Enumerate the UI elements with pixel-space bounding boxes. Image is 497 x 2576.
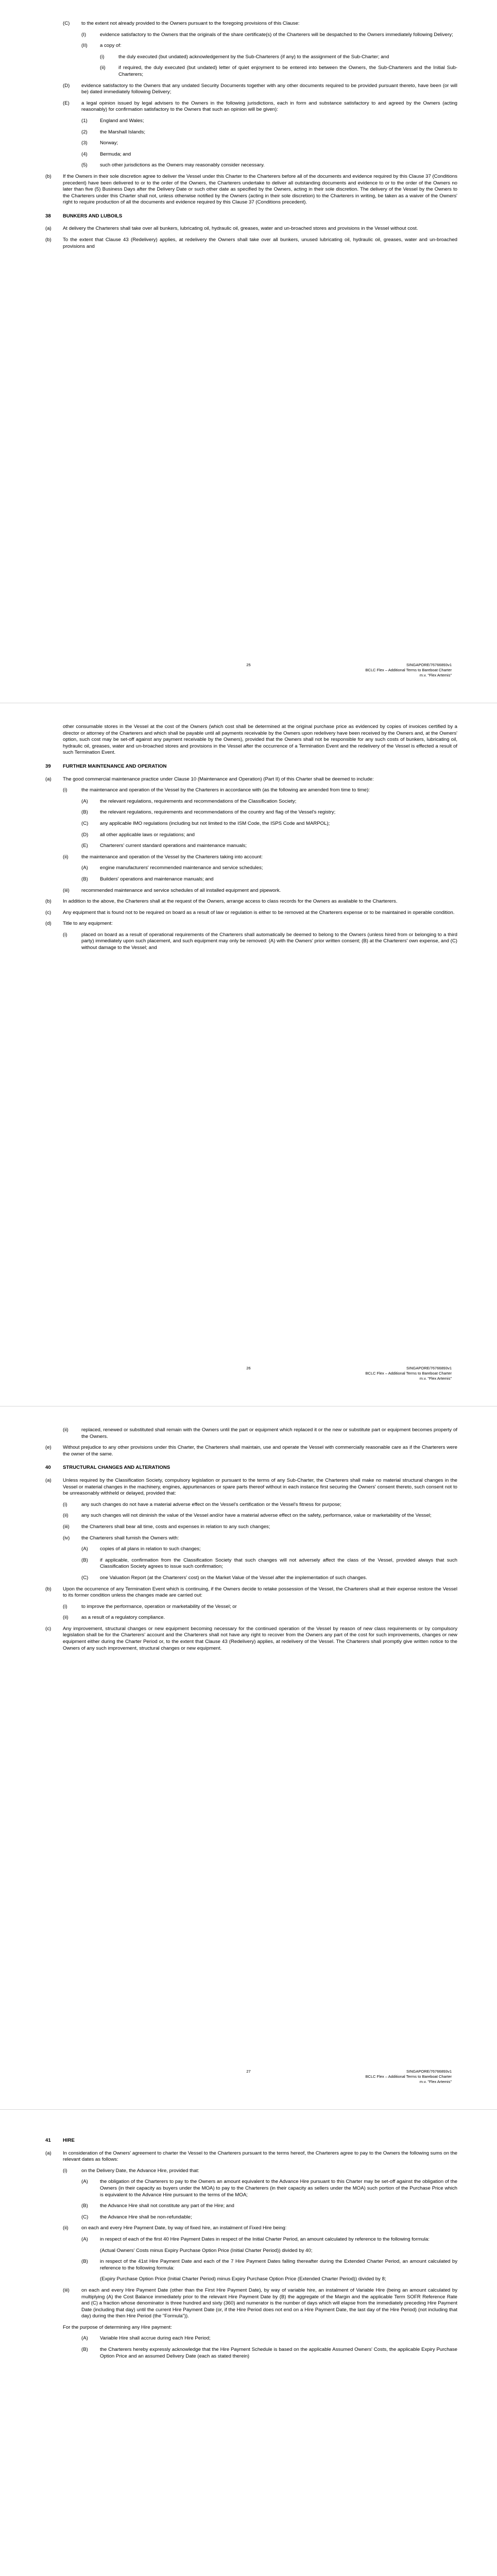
item-text: Charterers' current standard operations and maintenance manuals; <box>100 843 247 849</box>
clause-item <box>81 832 457 839</box>
item-label: (C) <box>81 820 89 826</box>
item-label: (D) <box>63 82 70 89</box>
item-text: to the extent not already provided to the Owners pursuant to the foregoing provisions of this Clause: <box>81 21 300 26</box>
clause-item <box>63 932 457 952</box>
clause-item <box>63 1535 457 1542</box>
item-label: (A) <box>81 1546 88 1552</box>
page-body <box>45 1427 457 1656</box>
item-text: as a result of a regulatory compliance. <box>81 1615 165 1621</box>
clause-item <box>81 2179 457 2198</box>
page-footer <box>0 663 497 683</box>
clause-title: STRUCTURAL CHANGES AND ALTERATIONS <box>63 1465 170 1471</box>
item-text: evidence satisfactory to the Owners that the originals of the share certificate(s) of the Charterers will be despatched to the Owners immediately following Delivery; <box>100 31 453 38</box>
document-page <box>0 0 497 703</box>
item-label: (3) <box>81 140 88 146</box>
clause-item <box>45 1445 457 1458</box>
paragraph-text: (Actual Owners' Costs minus Expiry Purchase Option Price (Initial Charter Period)) divided by 40; <box>100 2247 313 2253</box>
item-text: the Charterers shall bear all time, costs and expenses in relation to any such changes; <box>81 1523 270 1530</box>
item-label: (C) <box>81 2214 89 2220</box>
item-label: (1) <box>81 117 88 124</box>
clause-item <box>63 2287 457 2320</box>
paragraph-text: other consumable stores in the Vessel at the cost of the Owners (which cost shall be determined at the original purchase price as evidenced by copies of invoices certified by a director or attorney of the Charterers and which shall be payable until all payments receivable by the Owners upon redelivery have been received by the Owners and, at the Owners' option, such cost may be set-off against any payment receivable by the Owners), provided that the Owners shall not be responsible for any such costs of bunkers, lubricating oil, hydraulic oil, greases, water and un-broached stores and provisions in the Vessel after the occurrence of a Termination Event and the redelivery of the Vessel is effected a result of such Termination Event. <box>63 724 457 756</box>
item-text: one Valuation Report (at the Charterers' cost) on the Market Value of the Vessel after the implementation of such changes. <box>100 1574 367 1581</box>
clause-item <box>63 2168 457 2175</box>
item-text: England and Wales; <box>100 117 144 124</box>
clause-item <box>81 2347 457 2360</box>
item-label: (B) <box>81 2347 88 2353</box>
item-label: (iv) <box>63 1535 70 1541</box>
item-text: Title to any equipment: <box>63 921 113 927</box>
item-text: the relevant regulations, requirements and recommendations of the Classification Society; <box>100 798 297 804</box>
clause-item <box>45 1626 457 1652</box>
item-label: (d) <box>45 921 52 927</box>
item-text: replaced, renewed or substituted shall remain with the Owners until the part or equipment which replaced it or the new or substitute part or equipment becomes property of the Owners. <box>81 1427 457 1439</box>
document-reference <box>366 663 452 678</box>
item-label: (C) <box>63 21 70 26</box>
item-label: (II) <box>81 43 88 49</box>
clause-title: BUNKERS AND LUBOILS <box>63 213 123 219</box>
clause-item <box>45 2150 457 2163</box>
clause-item <box>81 821 457 827</box>
item-label: (4) <box>81 151 88 157</box>
item-label: (A) <box>81 2179 88 2185</box>
item-text: the Charterers shall furnish the Owners with: <box>81 1535 179 1541</box>
reference-line: BCLC Flex – Additional Terms to Bareboat Charter <box>365 668 452 672</box>
item-label: (i) <box>63 931 67 938</box>
item-text: recommended maintenance and service schedules of all installed equipment and pipework. <box>81 887 281 893</box>
item-text: the Marshall Islands; <box>100 129 145 135</box>
item-label: (iii) <box>63 887 70 893</box>
item-label: (b) <box>45 237 52 243</box>
clause-item <box>81 2259 457 2272</box>
page-number: 27 <box>246 2069 251 2074</box>
item-text: placed on board as a result of operational requirements of the Charterers shall automatically be deemed to belong to the Owners (unless hired from or belonging to a third party) immediately upon such placement, and such equipment may only be removed: (A) with the Owners' prior written consent; (B) at the Charterers' own expense, and (C) without damage to the Vessel; and <box>81 931 457 951</box>
item-text: Bermuda; and <box>100 151 131 157</box>
item-label: (B) <box>81 876 88 882</box>
clause-item <box>45 174 457 206</box>
reference-line: SINGAPORE/76766893v1 <box>406 2069 452 2074</box>
page-footer <box>0 2069 497 2090</box>
item-text: Variable Hire shall accrue during each Hire Period; <box>100 2335 211 2342</box>
item-label: (E) <box>63 100 70 106</box>
reference-line: m.v. "Flex Artemis" <box>419 673 452 677</box>
clause-item <box>81 2236 457 2243</box>
clause-number: 40 <box>45 1465 51 1471</box>
clause-item <box>81 809 457 816</box>
clause-item <box>63 1502 457 1509</box>
item-label: (2) <box>81 129 88 135</box>
item-label: (a) <box>45 776 52 782</box>
item-text: the relevant regulations, requirements and recommendations of the country and flag of the Vessel's registry; <box>100 809 336 816</box>
clause-item <box>81 43 457 49</box>
item-text: a copy of: <box>100 43 122 49</box>
clause-item <box>81 162 457 169</box>
item-text: Builders' operations and maintenance manuals; and <box>100 876 214 882</box>
item-text: any such changes do not have a material adverse effect on the Vessel's certification or the Vessel's fitness for purpose; <box>81 1501 341 1507</box>
item-label: (A) <box>81 2335 88 2342</box>
item-label: (ii) <box>63 1513 68 1519</box>
item-text: Norway; <box>100 140 118 146</box>
reference-line: BCLC Flex – Additional Terms to Bareboat Charter <box>365 2074 452 2079</box>
clause-item <box>81 2335 457 2342</box>
clause-item <box>81 1557 457 1570</box>
item-label: (a) <box>45 1477 52 1483</box>
item-label: (B) <box>81 1557 88 1563</box>
clause-item <box>45 899 457 905</box>
item-text: To the extent that Clause 43 (Redelivery) applies, at redelivery the Owners shall take over all bunkers, unused lubricating oil, hydraulic oil, greases, water and un-broached provisions and <box>63 237 457 249</box>
clause-title: HIRE <box>63 2138 75 2143</box>
item-text: engine manufacturers' recommended maintenance and service schedules; <box>100 865 263 871</box>
item-text: the Advance Hire shall not constitute any part of the Hire; and <box>100 2203 234 2209</box>
clause-item <box>63 1427 457 1440</box>
item-text: the obligation of the Charterers to pay to the Owners an amount equivalent to the Advance Hire pursuant to this Charter may be set-off against the obligation of the Owners (in their capacity as buyers under the MOA) to pay to the Charterers (in their capacity as sellers under the MOA) such portion of the Purchase Price which is equivalent to the Advance Hire pursuant to the terms of the MOA; <box>100 2179 457 2198</box>
item-text: Any equipment that is found not to be required on board as a result of law or regulation is either to be removed at the Charterers expense or to be maintained in operable condition. <box>63 909 455 916</box>
item-label: (ii) <box>63 1615 68 1621</box>
paragraph-text: (Expiry Purchase Option Price (Initial Charter Period) minus Expiry Purchase Option Price (Extended Charter Period)) divided by 8; <box>100 2276 386 2282</box>
clause-item <box>81 118 457 125</box>
item-label: (E) <box>81 843 88 849</box>
item-label: (iii) <box>63 2287 70 2293</box>
document-reference <box>366 1366 452 1381</box>
item-label: (iii) <box>63 1523 70 1530</box>
item-label: (i) <box>63 1501 67 1507</box>
item-label: (i) <box>100 54 105 60</box>
item-text: in respect of the 41st Hire Payment Date and each of the 7 Hire Payment Dates falling thereafter during the Extended Charter Period, an amount calculated by reference to the following formula: <box>100 2259 457 2271</box>
item-label: (B) <box>81 809 88 816</box>
item-label: (I) <box>81 31 87 38</box>
clause-item <box>100 54 457 61</box>
item-label: (ii) <box>100 65 106 71</box>
item-text: evidence satisfactory to the Owners that any undated Security Documents together with any other documents required to be provided pursuant thereto, have been (or will be) dated immediately following Delivery; <box>81 82 457 95</box>
clause-item <box>81 1546 457 1553</box>
clause-item <box>81 799 457 805</box>
item-label: (b) <box>45 173 52 179</box>
item-text: in respect of each of the first 40 Hire Payment Dates in respect of the Initial Charter Period, an amount calculated by reference to the following formula: <box>100 2236 430 2242</box>
item-label: (A) <box>81 865 88 871</box>
item-text: Any improvement, structural changes or new equipment becoming necessary for the continued operation of the Vessel by reason of new class requirements or by compulsory legislation shall be for the Charterers' account and the Charterers shall not have any right to recover from the Owners any part of the cost for such improvements, changes or new equipment either during the Charter Period or, to the extent that Clause 43 (Redelivery) applies, at redelivery of the Vessel. The Charterers shall promptly give written notice to the Owners of any such improvement, structural changes or new equipment. <box>63 1625 457 1651</box>
reference-line: m.v. "Flex Artemis" <box>419 2079 452 2084</box>
page-footer <box>0 1366 497 1386</box>
item-label: (b) <box>45 1586 52 1592</box>
item-label: (i) <box>63 787 67 793</box>
page-body <box>45 21 457 255</box>
clause-item <box>45 1586 457 1599</box>
clause-heading <box>45 1465 457 1471</box>
item-text: Unless required by the Classification Society, compulsory legislation or pursuant to the terms of any Sub-Charter, the Charterers shall make no material structural changes in the Vessel or material changes in the machinery, engines, appurtenances or spare parts thereof without in each instance first securing the Owners' consent thereto, such consent not to be unreasonably withheld or delayed, provided that: <box>63 1477 457 1497</box>
clause-item <box>45 226 457 232</box>
item-label: (A) <box>81 2236 88 2242</box>
clause-item <box>81 2203 457 2210</box>
item-text: to improve the performance, operation or marketability of the Vessel; or <box>81 1603 237 1609</box>
item-text: the maintenance and operation of the Vessel by the Charterers in accordance with (as the following are amended from time to time): <box>81 787 370 793</box>
item-label: (c) <box>45 909 52 916</box>
item-label: (D) <box>81 832 89 838</box>
clause-heading <box>45 2138 457 2144</box>
item-text: all other applicable laws or regulations; and <box>100 832 195 838</box>
item-text: any applicable IMO regulations (including but not limited to the ISM Code, the ISPS Code and MARPOL); <box>100 820 330 826</box>
item-text: a legal opinion issued by legal advisers to the Owners in the following jurisdictions, each in form and substance satisfactory to and agreed by the Owners (acting reasonably) for confirmation satisfactory to the Owners that such an opinion will be given): <box>81 100 457 113</box>
item-text: on each and every Hire Payment Date (other than the First Hire Payment Date), by way of variable hire, an instalment of Variable Hire (being an amount calculated by multiplying (A) the Cost Balance immediately prior to the relevant Hire Payment Date by (B) the aggregate of the Margin and the applicable Term SOFR Reference Rate and (C) a fraction whose denominator is three hundred and sixty (360) and numerator is the number of days which will elapse from the immediately preceding Hire Payment Date (including that day) until the current Hire Payment Date (or, if the Hire Period does not end on a Hire Payment Date, the last day of the Hire Period) (not including that day) during the then Hire Period (the "Formula")). <box>81 2287 457 2319</box>
item-text: The good commercial maintenance practice under Clause 10 (Maintenance and Operation) (Part II) of this Charter shall be deemed to include: <box>63 776 374 782</box>
item-label: (c) <box>45 1625 52 1632</box>
item-label: (B) <box>81 2203 88 2209</box>
item-label: (B) <box>81 2259 88 2265</box>
item-label: (i) <box>63 2167 67 2174</box>
item-text: If the Owners in their sole discretion agree to deliver the Vessel under this Charter to the Charterers before all of the documents and evidence required by this Clause 37 (Conditions precedent) have been delivered to or to the order of the Owners, the Charterers undertake to deliver all outstanding documents and evidence to or to the order of the Owners no later than five (5) Business Days after the Delivery Date or such other date as specified by the Owners, acting in their sole discretion. The delivery of the Vessel by the Owners to the Charterers under this Charter shall not, unless otherwise notified by the Owners (acting in their sole discretion) to the Charterers in writing, be taken as a waiver of the Owners' right to require production of all the documents and evidence required by this Clause 37 (Conditions precedent). <box>63 173 457 206</box>
item-label: (e) <box>45 1445 52 1451</box>
item-label: (ii) <box>63 1427 68 1433</box>
clause-number: 39 <box>45 763 51 769</box>
clause-item <box>63 21 457 27</box>
clause-item <box>45 776 457 783</box>
paragraph-text: For the purpose of determining any Hire payment: <box>63 2324 172 2330</box>
clause-item <box>81 151 457 158</box>
clause-item <box>81 129 457 136</box>
item-text: if applicable, confirmation from the Classification Society that such changes will not adversely affect the class of the Vessel, provided always that such Classification Society agrees to issue such confirmation; <box>100 1557 457 1570</box>
clause-number: 38 <box>45 213 51 219</box>
document-page <box>0 1406 497 2110</box>
clause-item <box>63 854 457 861</box>
clause-item <box>63 1524 457 1531</box>
clause-item <box>100 65 457 78</box>
clause-item <box>81 876 457 883</box>
page-body <box>45 2130 457 2364</box>
clause-item <box>81 843 457 850</box>
clause-item <box>63 83 457 96</box>
reference-line: m.v. "Flex Artemis" <box>419 1376 452 1381</box>
item-label: (ii) <box>63 854 68 860</box>
item-text: such other jurisdictions as the Owners may reasonably consider necessary. <box>100 162 265 168</box>
item-label: (A) <box>81 798 88 804</box>
item-text: In addition to the above, the Charterers shall at the request of the Owners, arrange access to class records for the Owners as available to the Charterers. <box>63 899 398 905</box>
clause-heading <box>45 764 457 770</box>
item-label: (ii) <box>63 2225 68 2231</box>
page-number: 25 <box>246 663 251 667</box>
item-text: if required, the duly executed (but undated) letter of quiet enjoyment to be entered into between the Owners, the Sub-Charterers and the Initial Sub-Charterers; <box>118 65 457 77</box>
clause-item <box>63 888 457 894</box>
item-text: on the Delivery Date, the Advance Hire, provided that: <box>81 2167 199 2174</box>
item-text: In consideration of the Owners' agreement to charter the Vessel to the Charterers pursuant to the terms hereof, the Charterers agree to pay to the Owners the following sums on the relevant dates as follows: <box>63 2150 457 2163</box>
clause-item <box>45 1478 457 1497</box>
reference-line: SINGAPORE/76766893v1 <box>406 663 452 667</box>
item-text: the maintenance and operation of the Vessel by the Charterers taking into account: <box>81 854 263 860</box>
document-reference <box>366 2069 452 2084</box>
item-label: (a) <box>45 226 52 232</box>
clause-item <box>45 910 457 917</box>
item-label: (5) <box>81 162 88 168</box>
reference-line: BCLC Flex – Additional Terms to Bareboat Charter <box>365 1371 452 1376</box>
clause-item <box>81 140 457 147</box>
item-label: (a) <box>45 2150 52 2156</box>
item-text: the Advance Hire shall be non-refundable; <box>100 2214 192 2220</box>
clause-item <box>63 2225 457 2232</box>
item-text: any such changes will not diminish the value of the Vessel and/or have a material adverse effect on the safety, performance, value or marketability of the Vessel; <box>81 1513 432 1519</box>
item-text: Without prejudice to any other provisions under this Charter, the Charterers shall maintain, use and operate the Vessel with commercially reasonable care as if the Charterers were the owner of the same. <box>63 1445 457 1457</box>
page-body <box>45 724 457 956</box>
clause-item <box>63 1513 457 1519</box>
document-page <box>0 703 497 1406</box>
clause-heading <box>45 213 457 220</box>
clause-item <box>63 1615 457 1621</box>
item-text: the duly executed (but undated) acknowledgement by the Sub-Charterers (if any) to the assignment of the Sub-Charter; and <box>118 54 389 60</box>
item-text: on each and every Hire Payment Date, by way of fixed hire, an instalment of Fixed Hire being: <box>81 2225 287 2231</box>
item-text: Upon the occurrence of any Termination Event which is continuing, if the Owners decide to retake possession of the Vessel, the Charterers shall at their expense restore the Vessel to its former condition unless the changes made are carried out: <box>63 1586 457 1599</box>
clause-title: FURTHER MAINTENANCE AND OPERATION <box>63 763 167 769</box>
document-page <box>0 2110 497 2576</box>
clause-item <box>63 100 457 113</box>
clause-item <box>63 1604 457 1611</box>
clause-item <box>81 32 457 39</box>
item-label: (b) <box>45 899 52 905</box>
clause-item <box>81 2214 457 2221</box>
clause-item <box>81 1575 457 1582</box>
clause-item <box>45 237 457 250</box>
clause-item <box>81 865 457 872</box>
item-text: At delivery the Charterers shall take over all bunkers, lubricating oil, hydraulic oil, greases, water and un-broached stores and provisions in the Vessel without cost. <box>63 226 418 232</box>
reference-line: SINGAPORE/76766893v1 <box>406 1366 452 1370</box>
item-text: copies of all plans in relation to such changes; <box>100 1546 201 1552</box>
item-label: (C) <box>81 1574 89 1581</box>
page-number: 26 <box>246 1366 251 1370</box>
item-label: (i) <box>63 1603 67 1609</box>
item-text: the Charterers hereby expressly acknowledge that the Hire Payment Schedule is based on the applicable Assumed Owners' Costs, the applicable Expiry Purchase Option Price and an assumed Delivery Date (each as stated therein) <box>100 2347 457 2359</box>
clause-item <box>45 921 457 927</box>
clause-item <box>63 787 457 794</box>
clause-number: 41 <box>45 2138 51 2143</box>
